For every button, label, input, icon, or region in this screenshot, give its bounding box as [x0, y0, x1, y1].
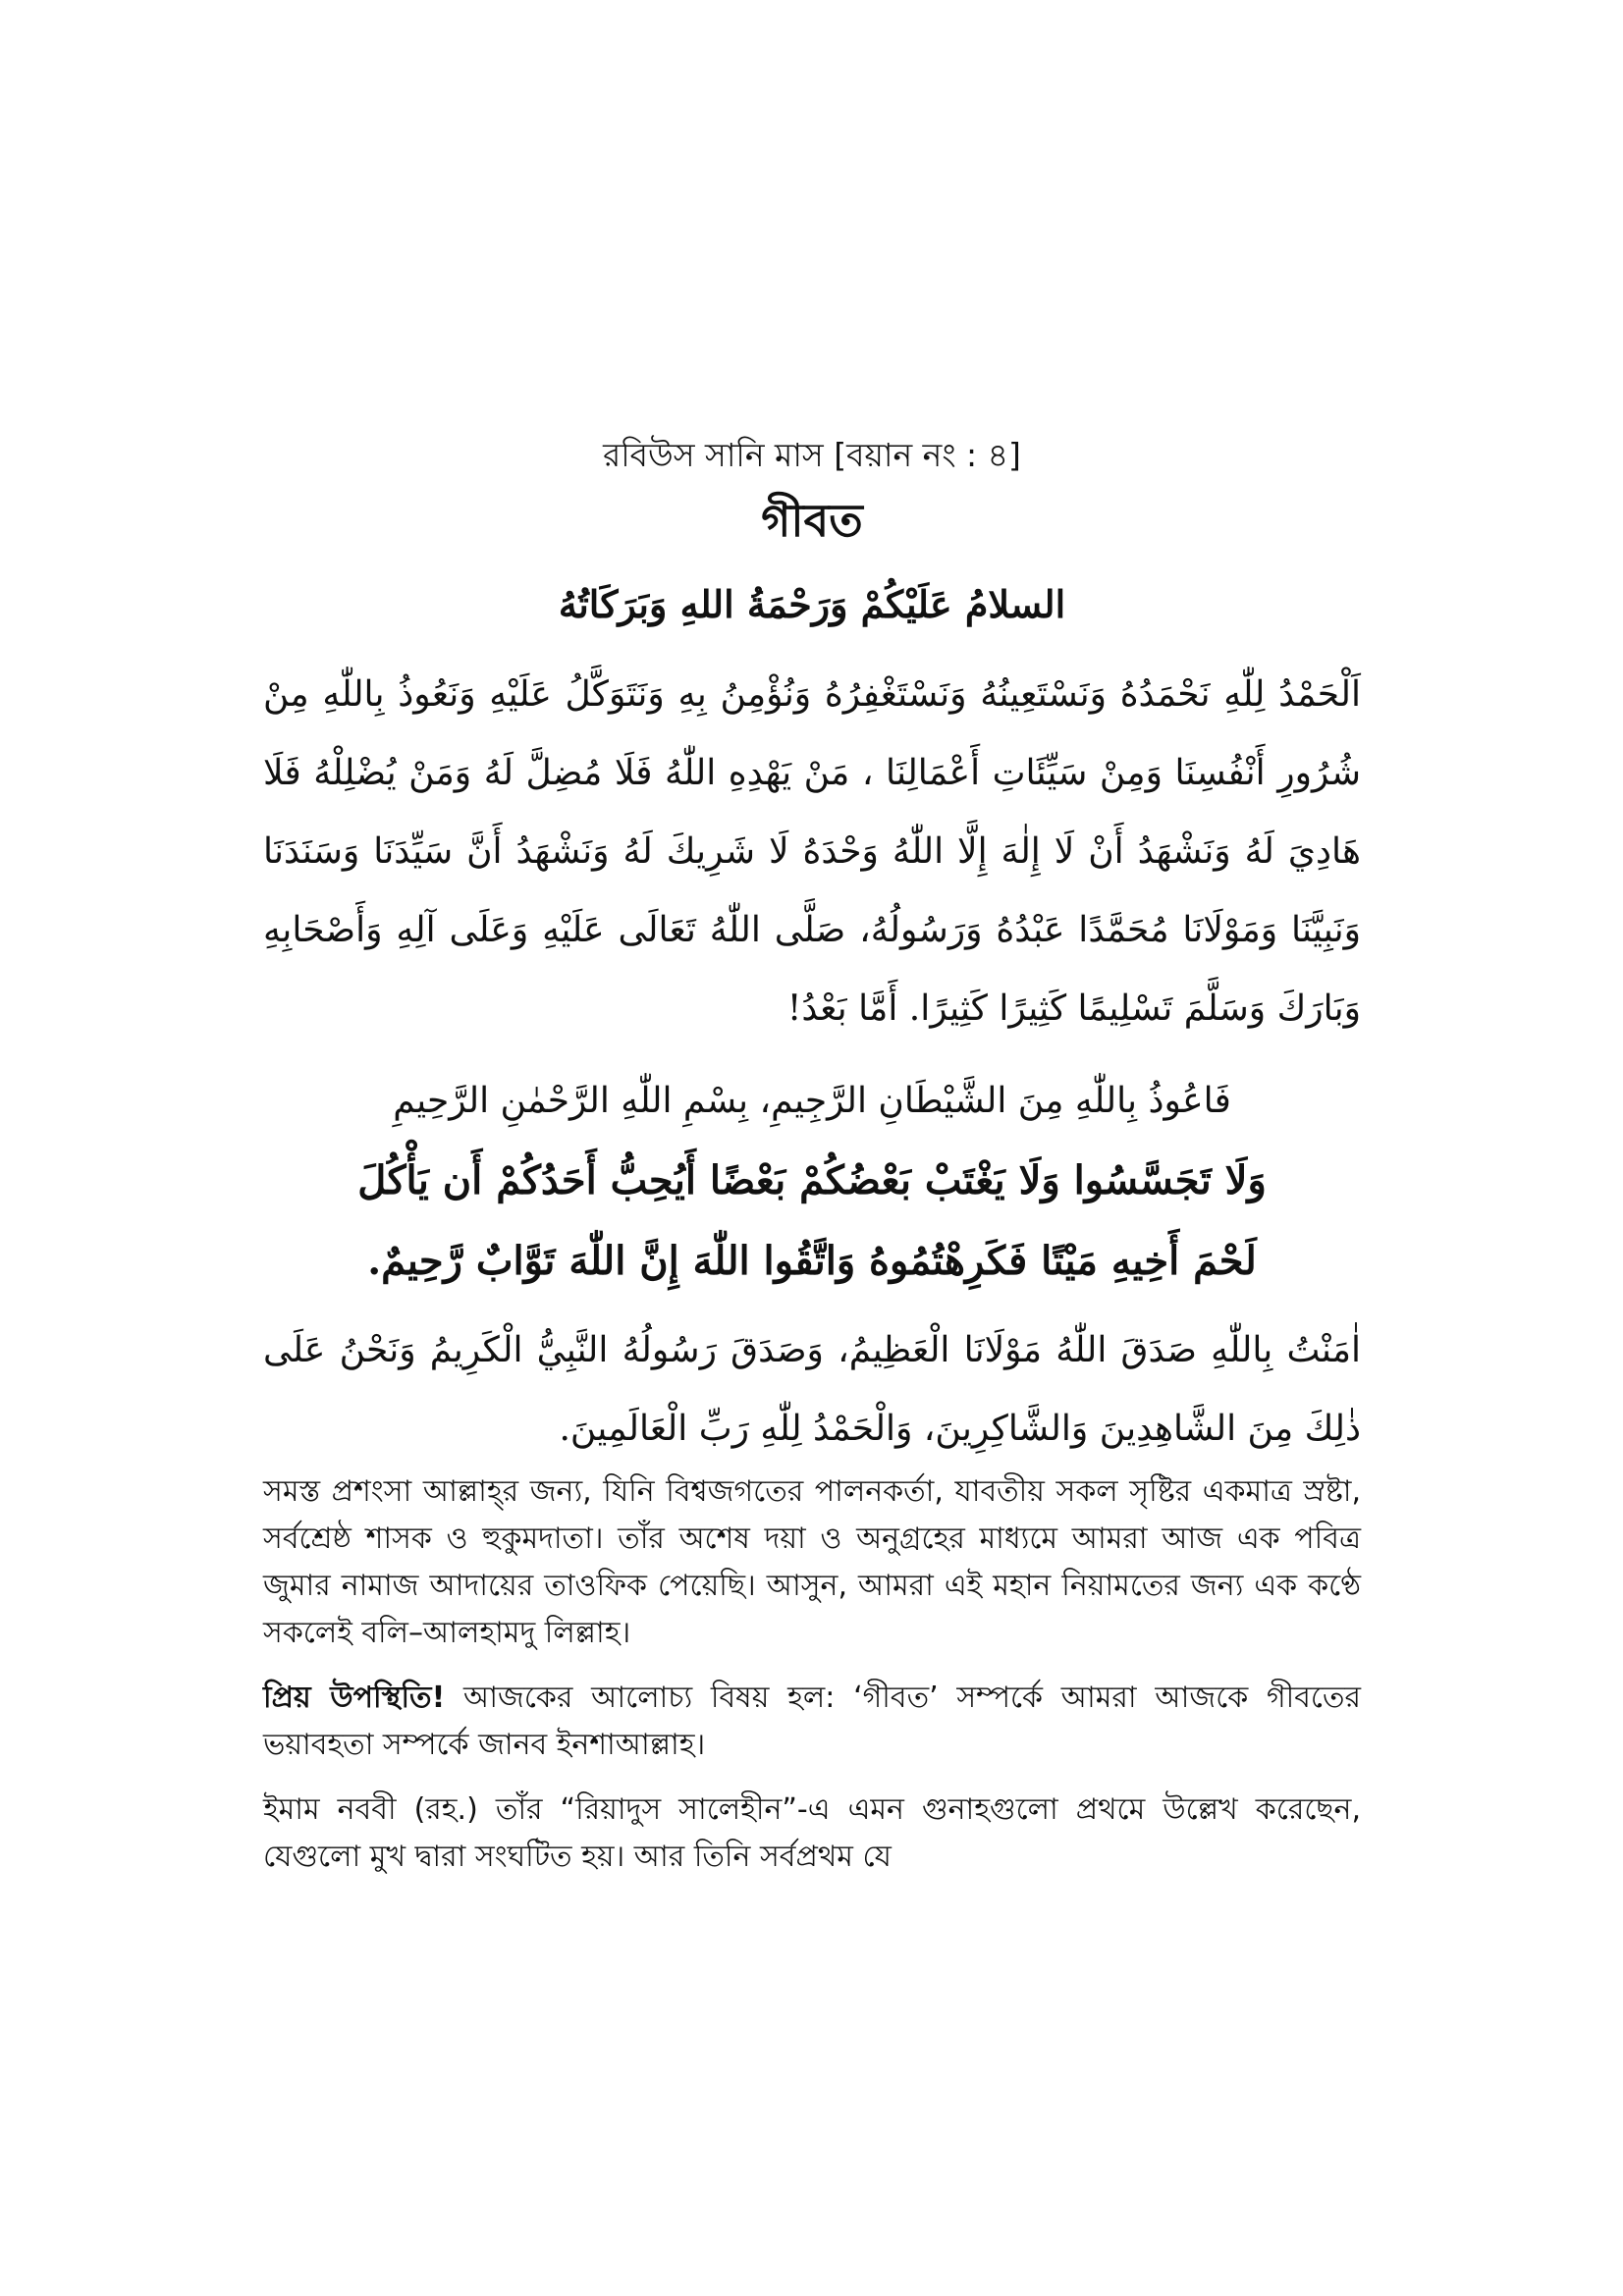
- bangla-paragraph-topic: [263, 1675, 1361, 1769]
- page-title: গীবত: [761, 494, 863, 547]
- arabic-hamd-paragraph: اَلْحَمْدُ لِلّٰهِ نَحْمَدُهُ وَنَسْتَعِينُهُ وَنَسْتَغْفِرُهُ وَنُؤْمِنُ بِهِ وَنَتَوَكَّلُ عَلَيْهِ وَنَعُوذُ بِاللّٰهِ مِنْ شُرُورِ أَنْفُسِنَا وَمِنْ سَيِّئَاتِ أَعْمَالِنَا ، مَنْ يَهْدِهِ اللّٰهُ فَلَا مُضِلَّ لَهُ وَمَنْ يُضْلِلْهُ فَلَا هَادِيَ لَهُ وَنَشْهَدُ أَنْ لَا إِلٰهَ إِلَّا اللّٰهُ وَحْدَهُ لَا شَرِيكَ لَهُ وَنَشْهَدُ أَنَّ سَيِّدَنَا وَسَنَدَنَا وَنَبِيَّنَا وَمَوْلَانَا مُحَمَّدًا عَبْدُهُ وَرَسُولُهُ، صَلَّى اللّٰهُ تَعَالَى عَلَيْهِ وَعَلَى آلِهِ وَأَصْحَابِهِ وَبَارَكَ وَسَلَّمَ تَسْلِيمًا كَثِيرًا كَثِيرًا. أَمَّا بَعْدُ!: [263, 674, 1361, 1029]
- dear-audience-lead: প্রিয় উপস্থিতি!: [263, 1681, 446, 1715]
- topic-text: আজকের আলোচ্য বিষয় হল: ‘গীবত’ সম্পর্কে আমরা আজকে গীবতের ভয়াবহতা সম্পর্কে জানব ইনশাআল্লাহ।: [263, 1681, 1361, 1762]
- quran-ayah-line-2: لَحْمَ أَخِيهِ مَيْتًا فَكَرِهْتُمُوهُ وَاتَّقُوا اللّٰهَ إِنَّ اللّٰهَ تَوَّابٌ رَّحِيمٌ.: [367, 1238, 1257, 1284]
- arabic-amantu-paragraph: اٰمَنْتُ بِاللّٰهِ صَدَقَ اللّٰهُ مَوْلَانَا الْعَظِيمُ، وَصَدَقَ رَسُولُهُ النَّبِيُّ الْكَرِيمُ وَنَحْنُ عَلَى ذٰلِكَ مِنَ الشَّاهِدِينَ وَالشَّاكِرِينَ، وَالْحَمْدُ لِلّٰهِ رَبِّ الْعَالَمِينَ.: [263, 1330, 1361, 1449]
- arabic-taawwudh: فَاعُوذُ بِاللّٰهِ مِنَ الشَّيْطَانِ الرَّجِيمِ، بِسْمِ اللّٰهِ الرَّحْمٰنِ الرَّحِيمِ: [393, 1081, 1231, 1121]
- document-page: [263, 430, 1361, 1898]
- bangla-paragraph-praise: সমস্ত প্রশংসা আল্লাহ্‌র জন্য, যিনি বিশ্বজগতের পালনকর্তা, যাবতীয় সকল সৃষ্টির একমাত্র স্রষ্টা, সর্বশ্রেষ্ঠ শাসক ও হুকুমদাতা। তাঁর অশেষ দয়া ও অনুগ্রহের মাধ্যমে আমরা আজ এক পবিত্র জুমার নামাজ আদায়ের তাওফিক পেয়েছি। আসুন, আমরা এই মহান নিয়ামতের জন্য এক কণ্ঠে সকলেই বলি–আলহামদু লিল্লাহ।: [263, 1474, 1361, 1650]
- arabic-salam: السلامُ عَلَيْكُمْ وَرَحْمَةُ اللهِ وَبَرَكَاتُهُ: [558, 582, 1066, 626]
- quran-ayah-line-1: وَلَا تَجَسَّسُوا وَلَا يَغْتَبْ بَعْضُكُمْ بَعْضًا أَيُحِبُّ أَحَدُكُمْ أَن يَأْكُلَ: [357, 1157, 1267, 1203]
- chapter-subtitle: রবিউস সানি মাস [বয়ান নং : ৪]: [603, 436, 1021, 474]
- bangla-paragraph-imam-nawawi: ইমাম নববী (রহ.) তাঁর “রিয়াদুস সালেহীন”-এ এমন গুনাহগুলো প্রথমে উল্লেখ করেছেন, যেগুলো মুখ দ্বারা সংঘটিত হয়। আর তিনি সর্বপ্রথম যে: [263, 1792, 1361, 1874]
